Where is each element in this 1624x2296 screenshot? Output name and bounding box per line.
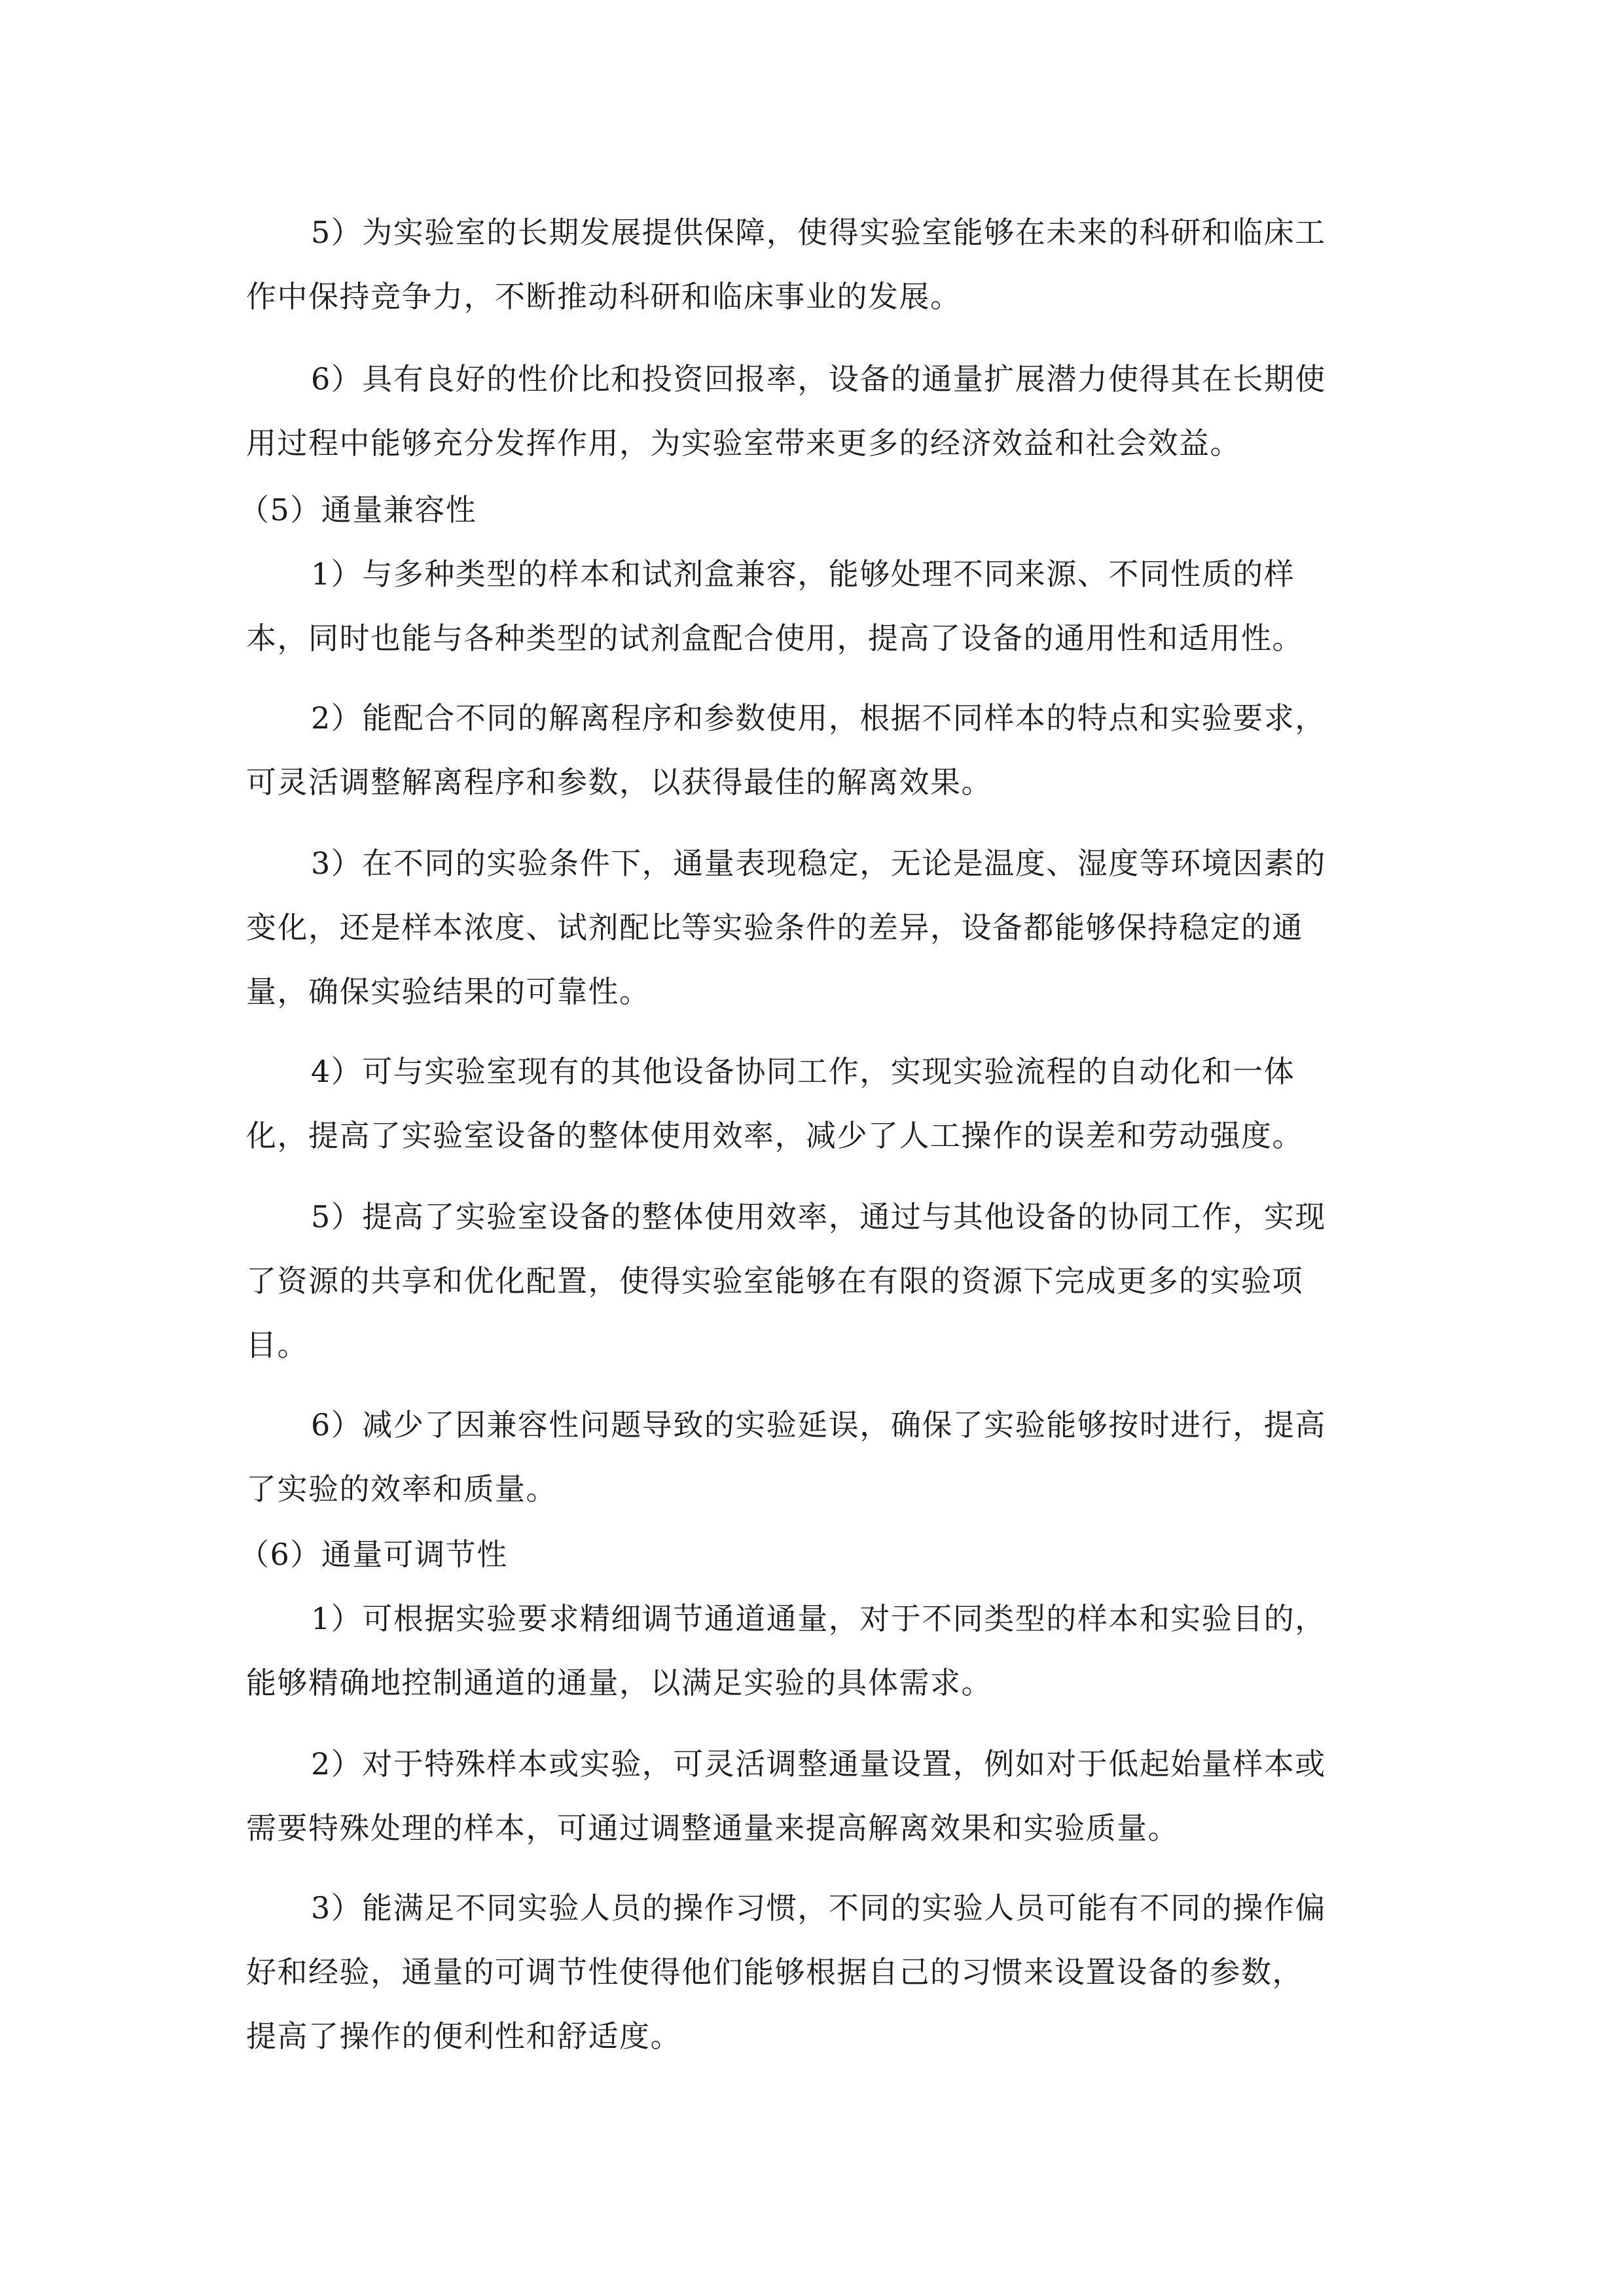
section-heading: （6）通量可调节性 — [239, 1537, 508, 1572]
text-line: 提高了操作的便利性和舒适度。 — [246, 2018, 681, 2054]
text-line: 需要特殊处理的样本，可通过调整通量来提高解离效果和实验质量。 — [246, 1810, 1179, 1846]
text-line: 5）为实验室的长期发展提供保障，使得实验室能够在未来的科研和临床工 — [311, 215, 1326, 250]
text-line: 2）对于特殊样本或实验，可灵活调整通量设置，例如对于低起始量样本或 — [311, 1746, 1326, 1782]
text-line: 6）具有良好的性价比和投资回报率，设备的通量扩展潜力使得其在长期使 — [311, 361, 1326, 397]
text-line: 作中保持竞争力，不断推动科研和临床事业的发展。 — [246, 279, 962, 314]
text-line: 1）与多种类型的样本和试剂盒兼容，能够处理不同来源、不同性质的样 — [311, 556, 1295, 592]
text-line: 用过程中能够充分发挥作用，为实验室带来更多的经济效益和社会效益。 — [246, 425, 1241, 461]
text-line: 了资源的共享和优化配置，使得实验室能够在有限的资源下完成更多的实验项 — [246, 1263, 1303, 1299]
text-line: 2）能配合不同的解离程序和参数使用，根据不同样本的特点和实验要求， — [311, 700, 1326, 736]
text-line: 本，同时也能与各种类型的试剂盒配合使用，提高了设备的通用性和适用性。 — [246, 620, 1303, 656]
text-line: 3）能满足不同实验人员的操作习惯，不同的实验人员可能有不同的操作偏 — [311, 1890, 1326, 1926]
text-line: 4）可与实验室现有的其他设备协同工作，实现实验流程的自动化和一体 — [311, 1054, 1295, 1089]
text-line: 6）减少了因兼容性问题导致的实验延误，确保了实验能够按时进行，提高 — [311, 1407, 1326, 1443]
text-line: 量，确保实验结果的可靠性。 — [246, 974, 651, 1009]
text-line: 目。 — [246, 1327, 308, 1363]
text-line: 化，提高了实验室设备的整体使用效率，减少了人工操作的误差和劳动强度。 — [246, 1118, 1303, 1153]
section-heading: （5）通量兼容性 — [239, 492, 477, 528]
text-line: 能够精确地控制通道的通量，以满足实验的具体需求。 — [246, 1665, 992, 1700]
text-line: 了实验的效率和质量。 — [246, 1471, 557, 1507]
text-line: 可灵活调整解离程序和参数，以获得最佳的解离效果。 — [246, 764, 992, 800]
text-line: 变化，还是样本浓度、试剂配比等实验条件的差异，设备都能够保持稳定的通 — [246, 910, 1303, 945]
text-line: 3）在不同的实验条件下，通量表现稳定，无论是温度、湿度等环境因素的 — [311, 846, 1326, 881]
text-line: 1）可根据实验要求精细调节通道通量，对于不同类型的样本和实验目的， — [311, 1601, 1326, 1636]
text-line: 好和经验，通量的可调节性使得他们能够根据自己的习惯来设置设备的参数， — [246, 1954, 1303, 1990]
text-line: 5）提高了实验室设备的整体使用效率，通过与其他设备的协同工作，实现 — [311, 1199, 1326, 1234]
